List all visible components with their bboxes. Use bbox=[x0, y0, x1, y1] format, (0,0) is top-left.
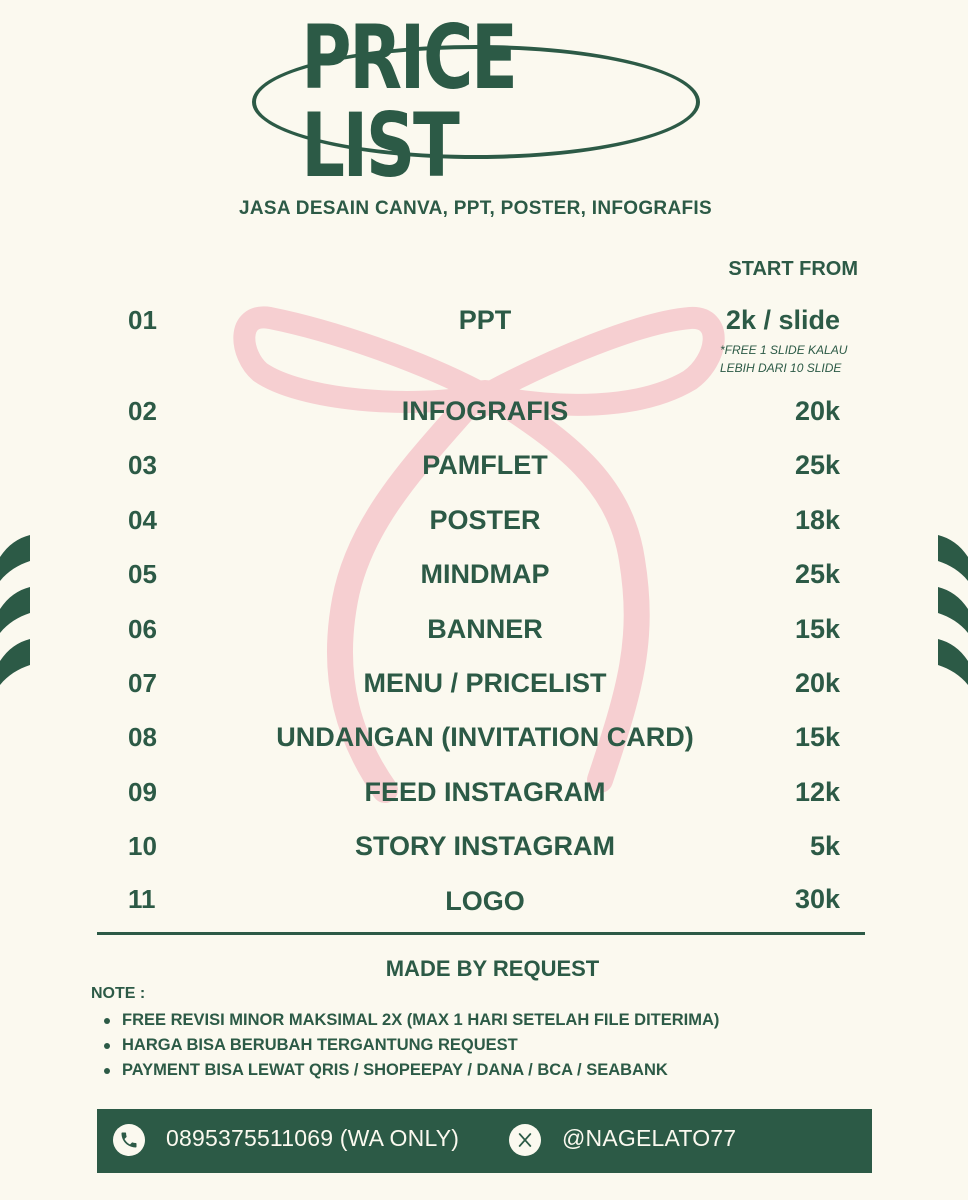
item-name: PAMFLET bbox=[422, 450, 548, 480]
page-title: PRICE LIST bbox=[301, 6, 516, 197]
item-number: 08 bbox=[128, 722, 157, 752]
item-name: POSTER bbox=[429, 505, 541, 535]
contact-bar bbox=[97, 1109, 872, 1173]
note-item: FREE REVISI MINOR MAKSIMAL 2X (MAX 1 HARI SETELAH FILE DITERIMA) bbox=[104, 1008, 719, 1033]
list-item bbox=[0, 559, 968, 599]
item-price: 25k bbox=[794, 559, 840, 589]
item-price: 15k bbox=[794, 614, 840, 644]
item-number: 09 bbox=[128, 777, 157, 807]
item-price: 30k bbox=[794, 884, 840, 914]
list-item bbox=[0, 831, 968, 871]
item-number: 07 bbox=[128, 668, 157, 698]
note-item: PAYMENT BISA LEWAT QRIS / SHOPEEPAY / DANA / BCA / SEABANK bbox=[104, 1058, 719, 1083]
start-from-label: START FROM bbox=[728, 258, 858, 280]
item-number: 11 bbox=[128, 884, 156, 914]
item-name: PPT bbox=[458, 305, 512, 335]
list-item bbox=[0, 450, 968, 490]
phone-number[interactable]: 0895375511069 (WA ONLY) bbox=[166, 1125, 460, 1151]
item-number: 03 bbox=[128, 450, 157, 480]
ppt-note-line-2: LEBIH DARI 10 SLIDE bbox=[720, 361, 842, 375]
list-item bbox=[0, 614, 968, 654]
note-item: HARGA BISA BERUBAH TERGANTUNG REQUEST bbox=[104, 1033, 719, 1058]
item-number: 10 bbox=[128, 831, 157, 861]
item-price: 20k bbox=[794, 396, 840, 426]
item-price: 2k / slide bbox=[725, 305, 840, 335]
item-price: 18k bbox=[794, 505, 840, 535]
item-number: 04 bbox=[128, 505, 157, 535]
item-number: 06 bbox=[128, 614, 157, 644]
item-number: 05 bbox=[128, 559, 157, 589]
item-price: 25k bbox=[794, 450, 840, 480]
item-number: 02 bbox=[128, 396, 157, 426]
item-name: UNDANGAN (INVITATION CARD) bbox=[276, 722, 694, 752]
list-item bbox=[0, 884, 968, 924]
list-item bbox=[0, 505, 968, 545]
item-price: 5k bbox=[809, 831, 840, 861]
subtitle: JASA DESAIN CANVA, PPT, POSTER, INFOGRAFIS bbox=[239, 198, 712, 219]
note-list bbox=[104, 1008, 719, 1083]
social-handle[interactable]: @NAGELATO77 bbox=[562, 1125, 737, 1151]
x-logo-icon bbox=[509, 1124, 541, 1156]
list-item bbox=[0, 777, 968, 817]
item-name: INFOGRAFIS bbox=[401, 396, 569, 426]
list-item bbox=[0, 722, 968, 762]
item-number: 01 bbox=[128, 305, 157, 335]
item-name: MENU / PRICELIST bbox=[363, 668, 607, 698]
phone-icon bbox=[113, 1124, 145, 1156]
item-name: FEED INSTAGRAM bbox=[364, 777, 606, 807]
item-name: STORY INSTAGRAM bbox=[354, 831, 616, 861]
item-price: 15k bbox=[794, 722, 840, 752]
item-name: LOGO bbox=[445, 886, 525, 916]
made-by-request-label: MADE BY REQUEST bbox=[385, 956, 600, 981]
divider bbox=[97, 932, 865, 935]
item-name: BANNER bbox=[427, 614, 543, 644]
item-name: MINDMAP bbox=[420, 559, 550, 589]
ppt-note bbox=[720, 341, 880, 377]
item-price: 20k bbox=[794, 668, 840, 698]
item-price: 12k bbox=[794, 777, 840, 807]
ppt-note-line-1: *FREE 1 SLIDE KALAU bbox=[720, 343, 848, 357]
list-item bbox=[0, 305, 968, 345]
list-item bbox=[0, 396, 968, 436]
list-item bbox=[0, 668, 968, 708]
note-label: NOTE : bbox=[91, 985, 146, 1002]
